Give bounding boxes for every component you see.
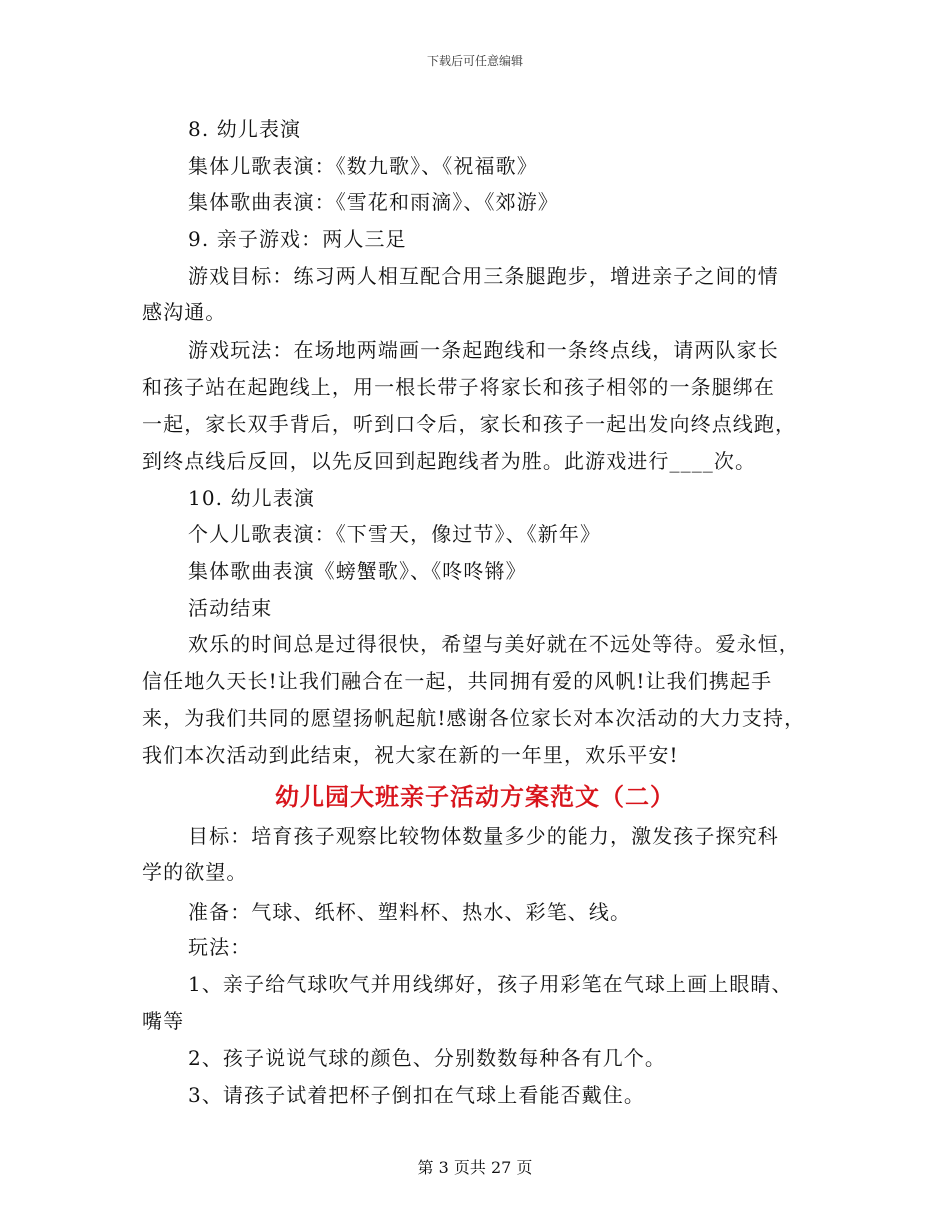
text-line: 3、请孩子试着把杯子倒扣在气球上看能否戴住。 xyxy=(188,1083,645,1107)
text-line: 一起，家长双手背后，听到口令后，家长和孩子一起出发向终点线跑， xyxy=(142,412,797,436)
text-line: 集体歌曲表演：《雪花和雨滴》、《郊游》 xyxy=(188,190,559,214)
text-line: 活动结束 xyxy=(188,596,273,620)
text-line: 目标：培育孩子观察比较物体数量多少的能力，激发孩子探究科 xyxy=(188,824,779,848)
text-line: 准备：气球、纸杯、塑料杯、热水、彩笔、线。 xyxy=(188,900,632,924)
text-line: 9. 亲子游戏：两人三足 xyxy=(188,227,407,251)
text-line: 8. 幼儿表演 xyxy=(188,117,302,141)
page-header: 下载后可任意编辑 xyxy=(426,54,523,68)
text-line: 嘴等 xyxy=(142,1009,185,1033)
section-title: 幼儿园大班亲子活动方案范文（二） xyxy=(275,783,675,811)
text-line: 到终点线后反回，以先反回到起跑线者为胜。此游戏进行____次。 xyxy=(142,449,757,473)
text-line: 信任地久天长!让我们融合在一起，共同拥有爱的风帆!让我们携起手 xyxy=(142,669,773,693)
text-line: 来，为我们共同的愿望扬帆起航!感谢各位家长对本次活动的大力支持， xyxy=(142,706,806,730)
page-footer: 第 3 页共 27 页 xyxy=(417,1158,533,1177)
text-line: 我们本次活动到此结束，祝大家在新的一年里，欢乐平安! xyxy=(142,743,679,767)
text-line: 游戏玩法：在场地两端画一条起跑线和一条终点线，请两队家长 xyxy=(188,338,779,362)
text-line: 个人儿歌表演：《下雪天，像过节》、《新年》 xyxy=(188,522,602,546)
text-line: 集体儿歌表演：《数九歌》、《祝福歌》 xyxy=(188,154,538,178)
text-line: 感沟通。 xyxy=(142,300,227,324)
text-line: 1、亲子给气球吹气并用线绑好，孩子用彩笔在气球上画上眼睛、 xyxy=(188,972,793,996)
text-line: 2、孩子说说气球的颜色、分别数数每种各有几个。 xyxy=(188,1046,667,1070)
text-line: 玩法： xyxy=(188,935,252,959)
text-line: 集体歌曲表演《螃蟹歌》、《咚咚锵》 xyxy=(188,559,527,583)
text-line: 游戏目标：练习两人相互配合用三条腿跑步，增进亲子之间的情 xyxy=(188,264,779,288)
text-line: 欢乐的时间总是过得很快，希望与美好就在不远处等待。爱永恒， xyxy=(188,632,800,656)
text-line: 学的欲望。 xyxy=(142,860,248,884)
text-line: 10. 幼儿表演 xyxy=(188,486,315,510)
text-line: 和孩子站在起跑线上，用一根长带子将家长和孩子相邻的一条腿绑在 xyxy=(142,375,775,399)
